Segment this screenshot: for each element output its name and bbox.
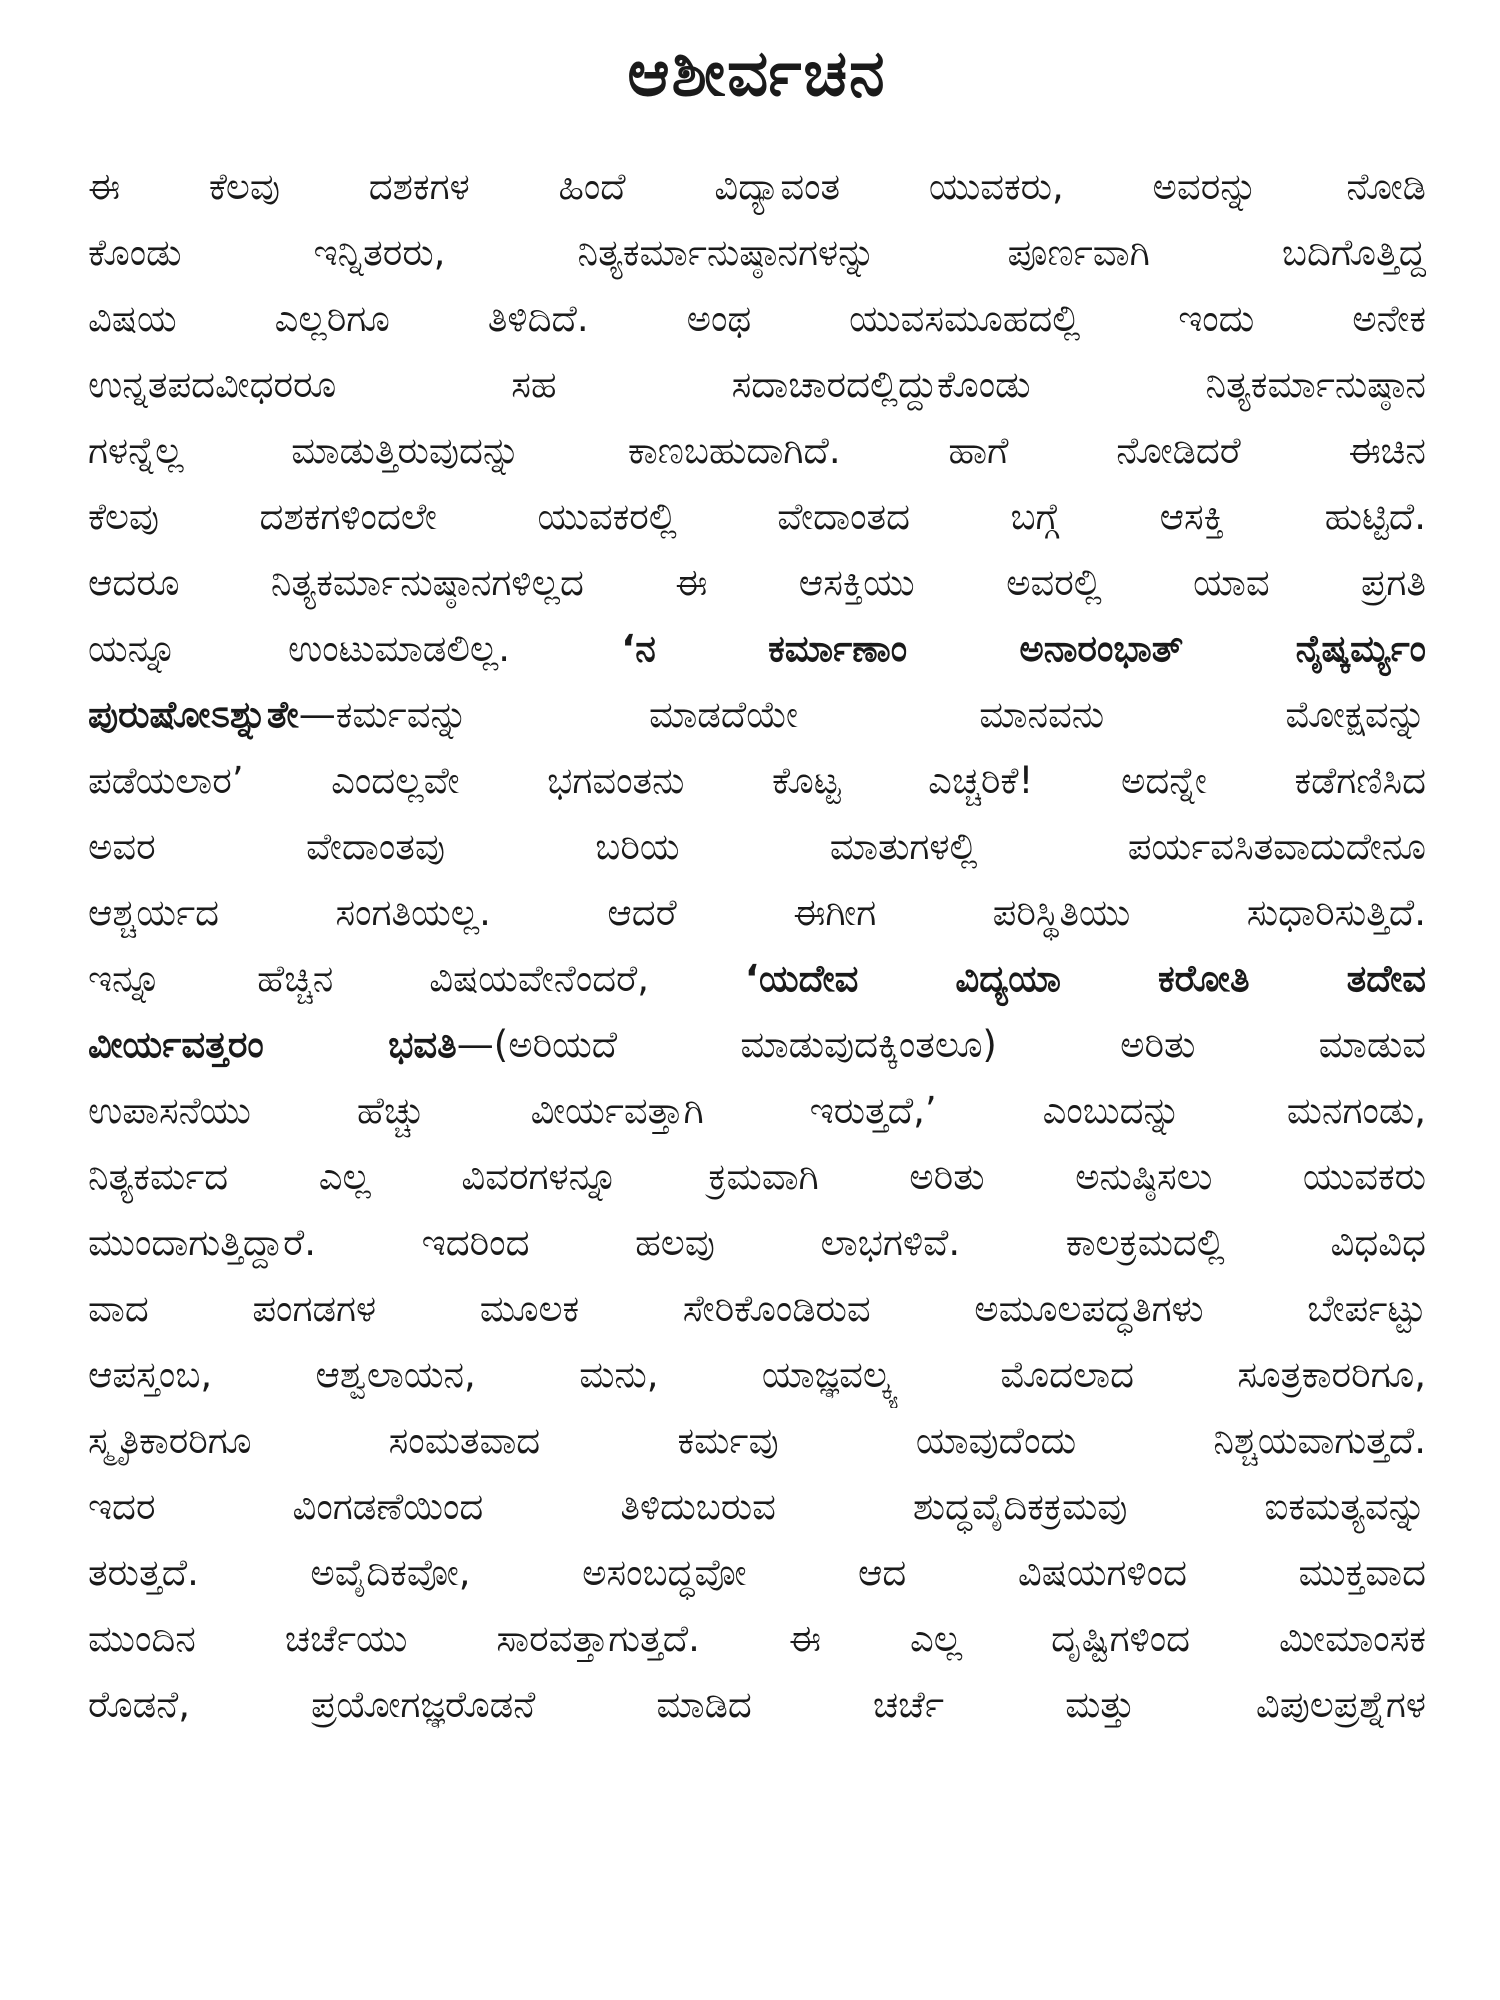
text-line <box>88 880 1426 946</box>
text-segment: ಪಡೆಯಲಾರ’ ಎಂದಲ್ಲವೇ ಭಗವಂತನು ಕೊಟ್ಟ ಎಚ್ಚರಿಕೆ! ಅದನ್ನೇ ಕಡೆಗಣಿಸಿದ <box>88 759 1426 802</box>
text-segment: ಯನ್ನೂ ಉಂಟುಮಾಡಲಿಲ್ಲ. <box>88 627 622 670</box>
text-segment: —(ಅರಿಯದೆ ಮಾಡುವುದಕ್ಕಿಂತಲೂ) ಅರಿತು ಮಾಡುವ <box>456 1023 1426 1066</box>
text-line <box>88 1144 1426 1210</box>
text-segment: ರೊಡನೆ, ಪ್ರಯೋಗಜ್ಞರೊಡನೆ ಮಾಡಿದ ಚರ್ಚೆ ಮತ್ತು ವಿಪುಲಪ್ರಶ್ನೆಗಳ <box>88 1683 1426 1726</box>
text-line <box>88 1540 1426 1606</box>
text-line <box>88 814 1426 880</box>
text-line <box>88 484 1426 550</box>
bold-quote-segment: ‘ಯದೇವ ವಿದ್ಯಯಾ ಕರೋತಿ ತದೇವ <box>744 957 1426 1000</box>
text-line <box>88 1342 1426 1408</box>
text-segment: ಆಪಸ್ತಂಬ, ಆಶ್ವಲಾಯನ, ಮನು, ಯಾಜ್ಞವಲ್ಕ್ಯ ಮೊದಲಾದ ಸೂತ್ರಕಾರರಿಗೂ, <box>88 1353 1426 1396</box>
text-segment: ಆಶ್ಚರ್ಯದ ಸಂಗತಿಯಲ್ಲ. ಆದರೆ ಈಗೀಗ ಪರಿಸ್ಥಿತಿಯು ಸುಧಾರಿಸುತ್ತಿದೆ. <box>88 891 1426 934</box>
text-segment: ವಿಷಯ ಎಲ್ಲರಿಗೂ ತಿಳಿದಿದೆ. ಅಂಥ ಯುವಸಮೂಹದಲ್ಲಿ ಇಂದು ಅನೇಕ <box>88 297 1426 340</box>
text-segment: ಮುಂದಿನ ಚರ್ಚೆಯು ಸಾರವತ್ತಾಗುತ್ತದೆ. ಈ ಎಲ್ಲ ದೃಷ್ಟಿಗಳಿಂದ ಮೀಮಾಂಸಕ <box>88 1617 1426 1660</box>
text-line <box>88 418 1426 484</box>
text-segment: ಉಪಾಸನೆಯು ಹೆಚ್ಚು ವೀರ್ಯವತ್ತಾಗಿ ಇರುತ್ತದೆ,’ ಎಂಬುದನ್ನು ಮನಗಂಡು, <box>88 1089 1426 1132</box>
text-segment: ಇನ್ನೂ ಹೆಚ್ಚಿನ ವಿಷಯವೇನೆಂದರೆ, <box>88 957 745 1000</box>
text-line <box>88 154 1426 220</box>
text-line <box>88 682 1426 748</box>
text-line <box>88 1210 1426 1276</box>
page-title: ಆಶೀರ್ವಚನ <box>627 37 887 111</box>
text-segment: —ಕರ್ಮವನ್ನು ಮಾಡದೆಯೇ ಮಾನವನು ಮೋಕ್ಷವನ್ನು <box>298 693 1426 736</box>
text-line <box>88 1078 1426 1144</box>
text-line <box>88 352 1426 418</box>
text-segment: ಕೆಲವು ದಶಕಗಳಿಂದಲೇ ಯುವಕರಲ್ಲಿ ವೇದಾಂತದ ಬಗ್ಗೆ ಆಸಕ್ತಿ ಹುಟ್ಟಿದೆ. <box>88 495 1426 538</box>
bold-quote-segment: ಪುರುಷೋಽಶ್ನುತೇ <box>88 693 299 736</box>
text-line <box>88 1474 1426 1540</box>
text-segment: ನಿತ್ಯಕರ್ಮದ ಎಲ್ಲ ವಿವರಗಳನ್ನೂ ಕ್ರಮವಾಗಿ ಅರಿತು ಅನುಷ್ಠಿಸಲು ಯುವಕರು <box>88 1155 1426 1198</box>
body-text <box>88 154 1426 1738</box>
text-line <box>88 946 1426 1012</box>
text-line <box>88 220 1426 286</box>
bold-quote-segment: ವೀರ್ಯವತ್ತರಂ ಭವತಿ <box>88 1023 457 1066</box>
text-line <box>88 286 1426 352</box>
text-segment: ಸ್ಮೃತಿಕಾರರಿಗೂ ಸಂಮತವಾದ ಕರ್ಮವು ಯಾವುದೆಂದು ನಿಶ್ಚಯವಾಗುತ್ತದೆ. <box>88 1419 1426 1462</box>
bold-quote-segment: ‘ನ ಕರ್ಮಾಣಾಂ ಅನಾರಂಭಾತ್ ನೈಷ್ಕರ್ಮ್ಯಂ <box>621 627 1426 670</box>
text-line <box>88 1012 1426 1078</box>
text-line <box>88 1606 1426 1672</box>
text-line <box>88 616 1426 682</box>
text-segment: ತರುತ್ತದೆ. ಅವೈದಿಕವೋ, ಅಸಂಬದ್ಧವೋ ಆದ ವಿಷಯಗಳಿಂದ ಮುಕ್ತವಾದ <box>88 1551 1426 1594</box>
text-line <box>88 748 1426 814</box>
text-segment: ಇದರ ವಿಂಗಡಣೆಯಿಂದ ತಿಳಿದುಬರುವ ಶುದ್ಧವೈದಿಕಕ್ರಮವು ಐಕಮತ್ಯವನ್ನು <box>88 1485 1426 1528</box>
text-segment: ಉನ್ನತಪದವೀಧರರೂ ಸಹ ಸದಾಚಾರದಲ್ಲಿದ್ದುಕೊಂಡು ನಿತ್ಯಕರ್ಮಾನುಷ್ಠಾನ <box>88 363 1426 406</box>
text-line <box>88 1672 1426 1738</box>
text-segment: ಗಳನ್ನೆಲ್ಲ ಮಾಡುತ್ತಿರುವುದನ್ನು ಕಾಣಬಹುದಾಗಿದೆ. ಹಾಗೆ ನೋಡಿದರೆ ಈಚಿನ <box>88 429 1426 472</box>
text-line <box>88 1276 1426 1342</box>
text-segment: ಆದರೂ ನಿತ್ಯಕರ್ಮಾನುಷ್ಠಾನಗಳಿಲ್ಲದ ಈ ಆಸಕ್ತಿಯು ಅವರಲ್ಲಿ ಯಾವ ಪ್ರಗತಿ <box>88 561 1426 604</box>
text-segment: ಕೊಂಡು ಇನ್ನಿತರರು, ನಿತ್ಯಕರ್ಮಾನುಷ್ಠಾನಗಳನ್ನು ಪೂರ್ಣವಾಗಿ ಬದಿಗೊತ್ತಿದ್ದ <box>88 231 1426 274</box>
text-segment: ಈ ಕೆಲವು ದಶಕಗಳ ಹಿಂದೆ ವಿದ್ಯಾವಂತ ಯುವಕರು, ಅವರನ್ನು ನೋಡಿ <box>88 165 1426 208</box>
text-line <box>88 550 1426 616</box>
text-segment: ಮುಂದಾಗುತ್ತಿದ್ದಾರೆ. ಇದರಿಂದ ಹಲವು ಲಾಭಗಳಿವೆ. ಕಾಲಕ್ರಮದಲ್ಲಿ ವಿಧವಿಧ <box>88 1221 1426 1264</box>
text-segment: ವಾದ ಪಂಗಡಗಳ ಮೂಲಕ ಸೇರಿಕೊಂಡಿರುವ ಅಮೂಲಪದ್ಧತಿಗಳು ಬೇರ್ಪಟ್ಟು <box>88 1287 1426 1330</box>
text-line <box>88 1408 1426 1474</box>
text-segment: ಅವರ ವೇದಾಂತವು ಬರಿಯ ಮಾತುಗಳಲ್ಲಿ ಪರ್ಯವಸಿತವಾದುದೇನೂ <box>88 825 1426 868</box>
document-page <box>88 24 1426 1964</box>
